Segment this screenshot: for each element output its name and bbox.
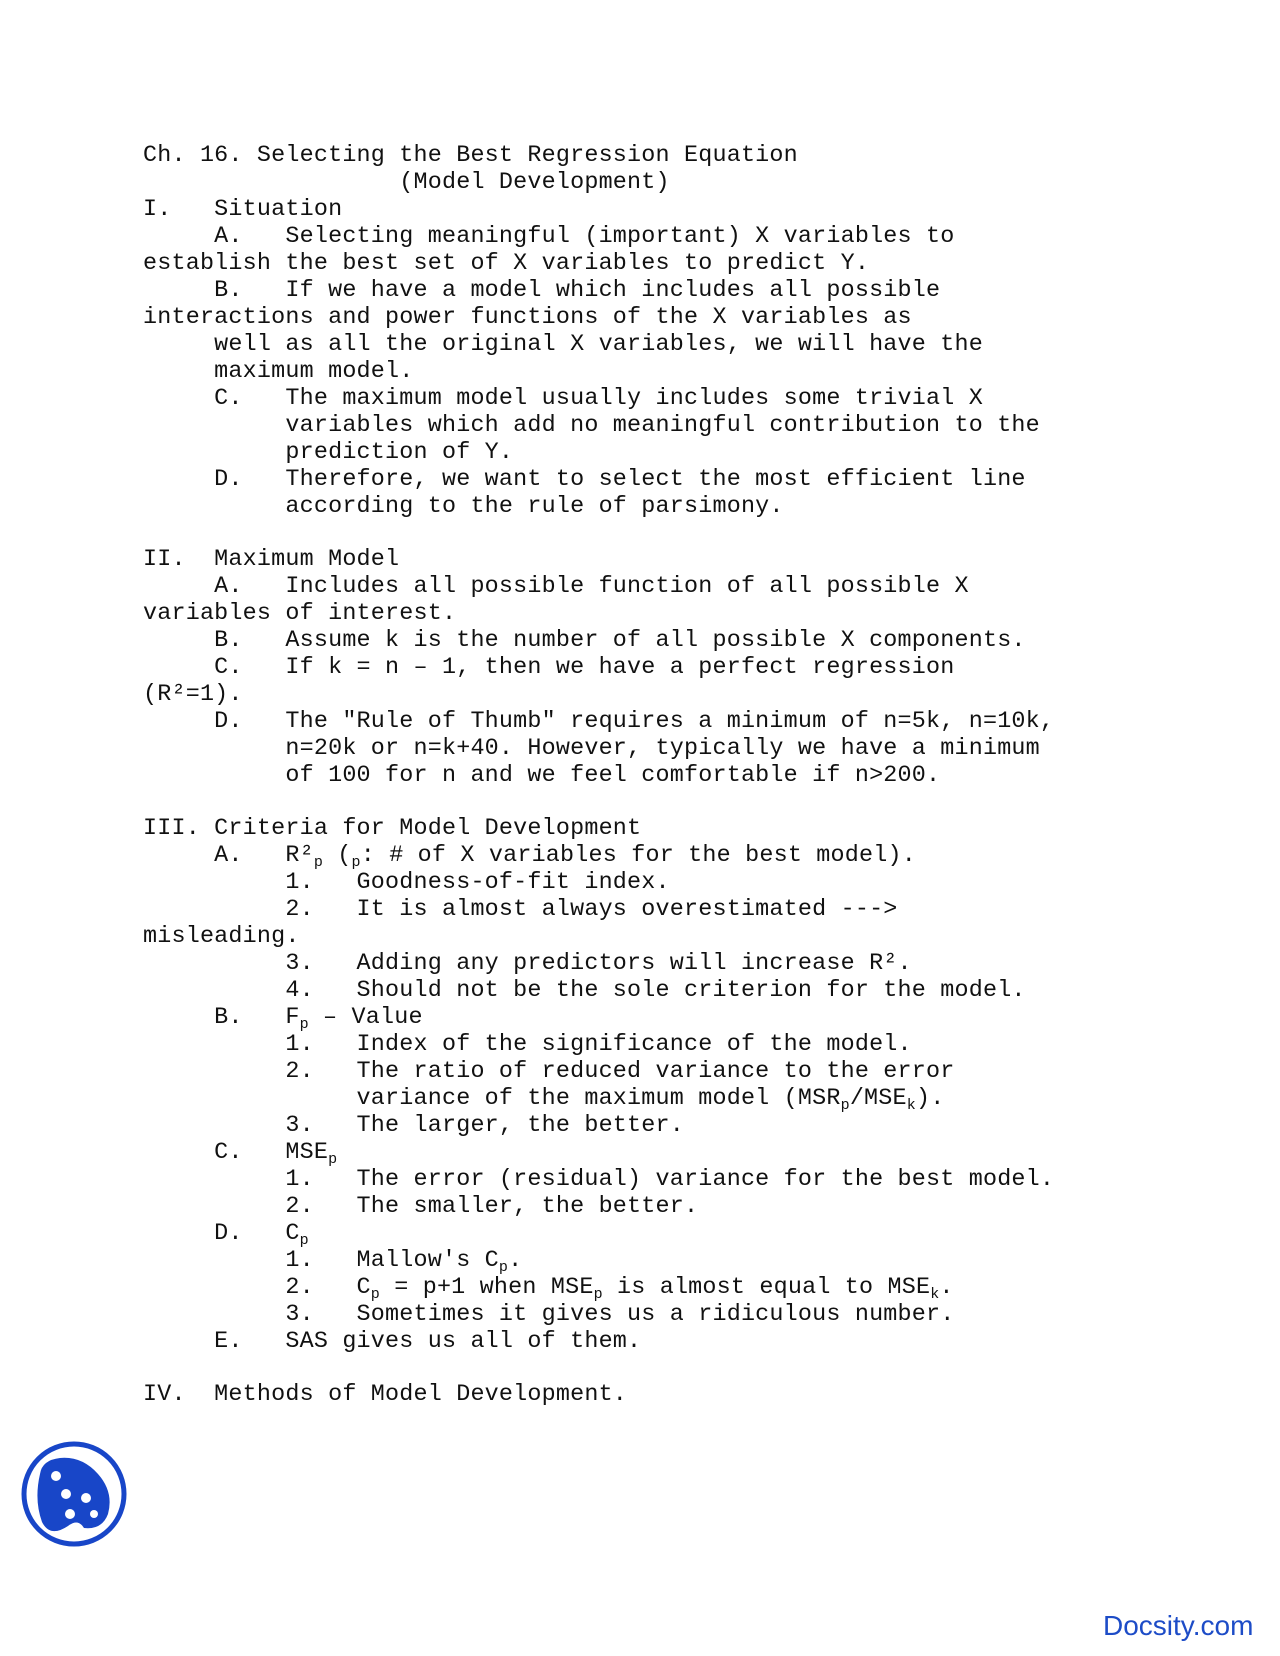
document-line bbox=[143, 466, 1026, 494]
document-line bbox=[143, 1220, 309, 1250]
document-line bbox=[143, 950, 912, 978]
line-text: Ch. 16. Selecting the Best Regression Equation bbox=[143, 143, 798, 169]
line-text: 2. C bbox=[143, 1275, 371, 1301]
line-text: – Value bbox=[308, 1005, 423, 1031]
line-text: ( bbox=[323, 843, 352, 869]
docsity-brand-link[interactable]: Docsity.com bbox=[1103, 1610, 1254, 1641]
line-text: C. MSE bbox=[143, 1140, 329, 1166]
document-line bbox=[143, 627, 1026, 655]
line-text: C. The maximum model usually includes some trivial X bbox=[143, 386, 983, 412]
line-text: E. SAS gives us all of them. bbox=[143, 1329, 642, 1355]
document-line bbox=[143, 1381, 627, 1409]
line-text: . bbox=[939, 1275, 954, 1301]
line-text: = p+1 when MSE bbox=[380, 1275, 594, 1301]
line-text: I. Situation bbox=[143, 197, 343, 223]
document-line bbox=[143, 385, 983, 413]
document-line bbox=[143, 1247, 522, 1277]
document-line bbox=[143, 1058, 955, 1086]
line-text: /MSE bbox=[849, 1086, 907, 1112]
subscript: p bbox=[299, 1232, 309, 1249]
document-line bbox=[143, 869, 670, 897]
document-line bbox=[143, 923, 300, 951]
line-text: D. C bbox=[143, 1221, 300, 1247]
line-text: : # of X variables for the best model). bbox=[360, 843, 916, 869]
document-line bbox=[143, 546, 399, 574]
line-text: maximum model. bbox=[143, 359, 414, 385]
line-text: 1. Index of the significance of the model. bbox=[143, 1032, 912, 1058]
line-text: variables which add no meaningful contribution to the bbox=[143, 413, 1040, 439]
line-text: C. If k = n – 1, then we have a perfect regression bbox=[143, 655, 955, 681]
document-line bbox=[143, 1301, 955, 1329]
subscript: p bbox=[299, 1016, 309, 1033]
document-line bbox=[143, 1193, 698, 1221]
line-text: D. Therefore, we want to select the most efficient line bbox=[143, 467, 1026, 493]
line-text: is almost equal to MSE bbox=[602, 1275, 931, 1301]
document-line bbox=[143, 439, 513, 467]
document-line bbox=[143, 250, 869, 278]
line-text: . bbox=[508, 1248, 523, 1274]
document-line bbox=[143, 1004, 423, 1034]
document-line bbox=[143, 1139, 337, 1169]
line-text: 1. Mallow's C bbox=[143, 1248, 499, 1274]
line-text: ). bbox=[915, 1086, 945, 1112]
document-line bbox=[143, 1166, 1054, 1194]
line-text: B. F bbox=[143, 1005, 300, 1031]
line-text: (Model Development) bbox=[143, 170, 670, 196]
document-line bbox=[143, 1031, 912, 1059]
document-line bbox=[143, 412, 1040, 440]
line-text: 3. Sometimes it gives us a ridiculous number. bbox=[143, 1302, 955, 1328]
line-text: B. Assume k is the number of all possible X components. bbox=[143, 628, 1026, 654]
document-line bbox=[143, 600, 456, 628]
document-line bbox=[143, 223, 955, 251]
line-text: 3. Adding any predictors will increase R². bbox=[143, 951, 912, 977]
line-text: n=20k or n=k+40. However, typically we have a minimum bbox=[143, 736, 1040, 762]
subscript: p bbox=[351, 854, 361, 871]
line-text: 4. Should not be the sole criterion for the model. bbox=[143, 978, 1026, 1004]
line-text: well as all the original X variables, we will have the bbox=[143, 332, 983, 358]
line-text: 1. Goodness-of-fit index. bbox=[143, 870, 670, 896]
document-line bbox=[143, 815, 641, 843]
line-text: according to the rule of parsimony. bbox=[143, 494, 784, 520]
line-text: variables of interest. bbox=[143, 601, 457, 627]
line-text: A. Includes all possible function of all possible X bbox=[143, 574, 969, 600]
line-text: III. Criteria for Model Development bbox=[143, 816, 642, 842]
document-line bbox=[143, 896, 898, 924]
document-line bbox=[143, 196, 342, 224]
line-text: 2. The smaller, the better. bbox=[143, 1194, 699, 1220]
subscript: p bbox=[328, 1151, 338, 1168]
document-line bbox=[143, 1085, 944, 1115]
subscript: p bbox=[370, 1286, 380, 1303]
line-text: interactions and power functions of the X variables as bbox=[143, 305, 912, 331]
line-text: misleading. bbox=[143, 924, 300, 950]
document-line bbox=[143, 654, 955, 682]
subscript: p bbox=[593, 1286, 603, 1303]
line-text: of 100 for n and we feel comfortable if n>200. bbox=[143, 763, 941, 789]
document-line bbox=[143, 762, 940, 790]
line-text: 2. The ratio of reduced variance to the error bbox=[143, 1059, 955, 1085]
line-text: prediction of Y. bbox=[143, 440, 514, 466]
line-text: II. Maximum Model bbox=[143, 547, 400, 573]
line-text: D. The "Rule of Thumb" requires a minimum of n=5k, n=10k, bbox=[143, 709, 1055, 735]
docsity-logo-icon bbox=[20, 1440, 128, 1548]
document-line bbox=[143, 304, 912, 332]
line-text: 3. The larger, the better. bbox=[143, 1113, 684, 1139]
document-line bbox=[143, 331, 983, 359]
document-line bbox=[143, 142, 798, 170]
line-text: 2. It is almost always overestimated ---> bbox=[143, 897, 898, 923]
document-line bbox=[143, 735, 1040, 763]
subscript: p bbox=[840, 1097, 850, 1114]
subscript: p bbox=[498, 1259, 509, 1276]
document-line bbox=[143, 358, 414, 386]
document-line bbox=[143, 277, 940, 305]
document-line bbox=[143, 977, 1026, 1005]
document-line bbox=[143, 681, 243, 709]
document-line bbox=[143, 493, 784, 521]
document-line bbox=[143, 842, 916, 872]
line-text: 1. The error (residual) variance for the best model. bbox=[143, 1167, 1055, 1193]
document-line bbox=[143, 169, 670, 197]
document-line bbox=[143, 708, 1054, 736]
document-line bbox=[143, 1274, 954, 1304]
line-text: A. R² bbox=[143, 843, 314, 869]
subscript: p bbox=[313, 854, 324, 871]
line-text: A. Selecting meaningful (important) X variables to bbox=[143, 224, 955, 250]
document-line bbox=[143, 1112, 684, 1140]
line-text: establish the best set of X variables to predict Y. bbox=[143, 251, 870, 277]
subscript: k bbox=[930, 1286, 940, 1303]
document-line bbox=[143, 1328, 641, 1356]
line-text: (R²=1). bbox=[143, 682, 243, 708]
document-line bbox=[143, 573, 969, 601]
subscript: k bbox=[906, 1097, 916, 1114]
line-text: IV. Methods of Model Development. bbox=[143, 1382, 628, 1408]
line-text: variance of the maximum model (MSR bbox=[143, 1086, 841, 1112]
line-text: B. If we have a model which includes all possible bbox=[143, 278, 941, 304]
